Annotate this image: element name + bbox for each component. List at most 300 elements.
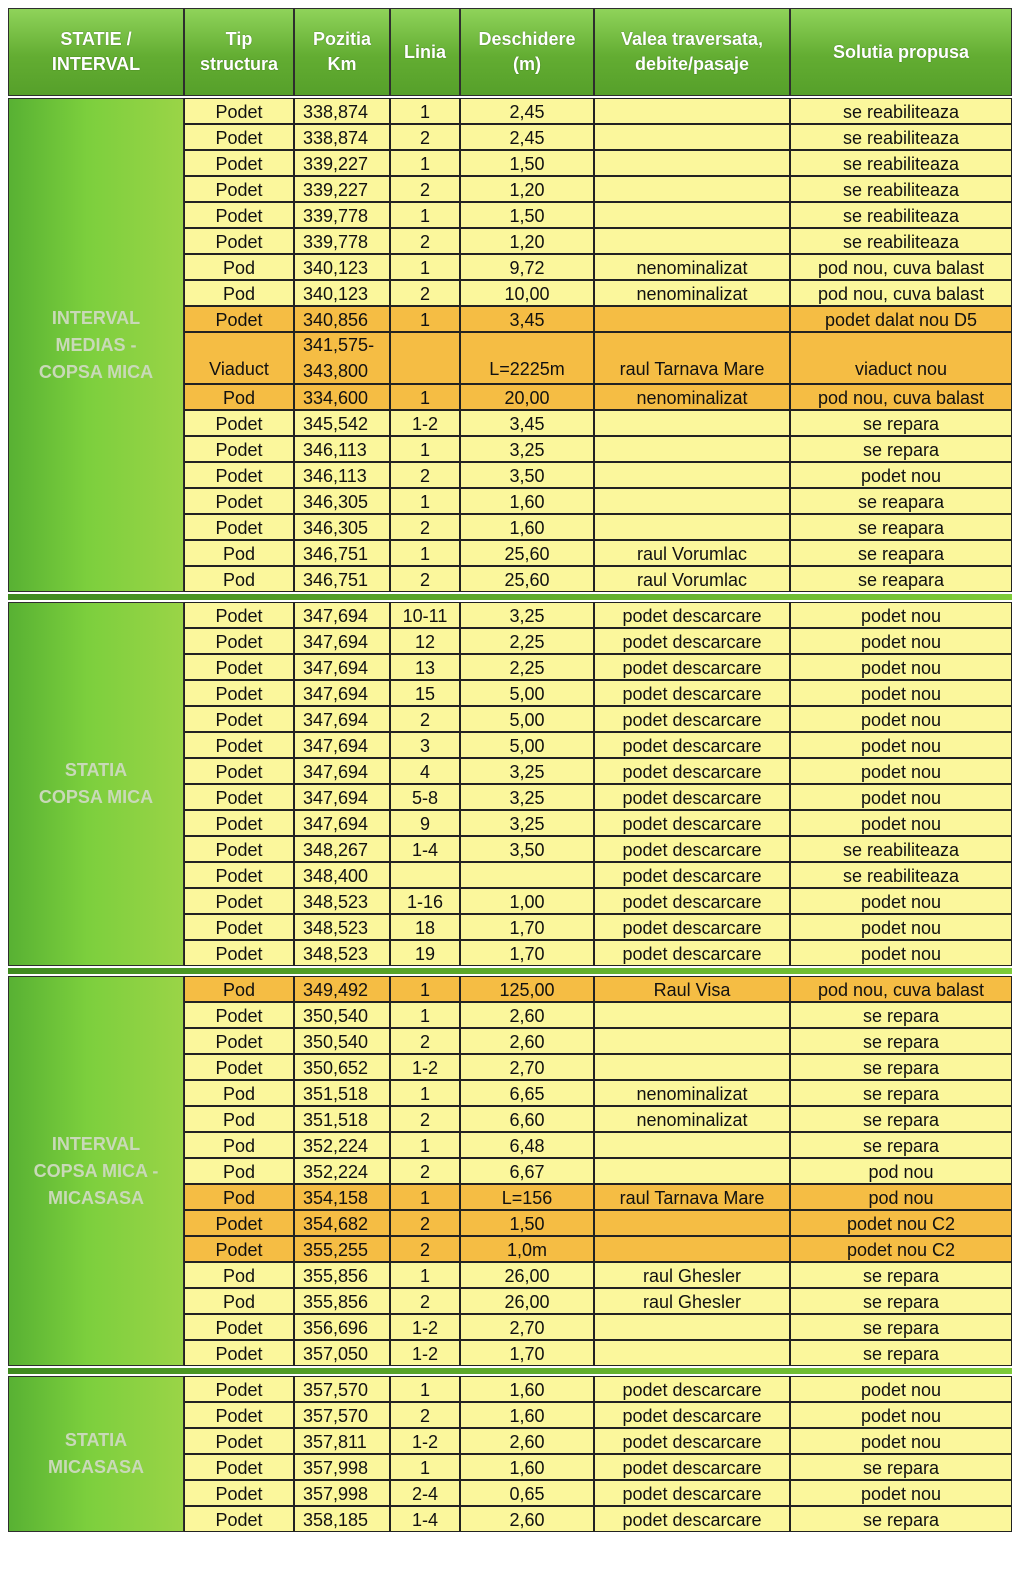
- cell-solutia-propusa: podet nou: [790, 1480, 1012, 1506]
- cell-linia: 1: [390, 306, 460, 332]
- cell-pozitia-km: 339,778: [294, 228, 390, 254]
- cell-linia: 1: [390, 254, 460, 280]
- cell-pozitia-km: 351,518: [294, 1106, 390, 1132]
- table-row: [184, 1314, 1012, 1340]
- cell-solutia-propusa: se repara: [790, 410, 1012, 436]
- cell-deschidere: 3,25: [460, 602, 594, 628]
- cell-solutia-propusa: se repara: [790, 1002, 1012, 1028]
- cell-valea-traversata: [594, 228, 790, 254]
- cell-tip-structura: Podet: [184, 176, 294, 202]
- table-row: [184, 976, 1012, 1002]
- cell-tip-structura: Podet: [184, 202, 294, 228]
- cell-pozitia-km: 348,523: [294, 914, 390, 940]
- cell-deschidere: 3,50: [460, 462, 594, 488]
- cell-tip-structura: Podet: [184, 306, 294, 332]
- table-row: [184, 1376, 1012, 1402]
- cell-pozitia-km: 347,694: [294, 732, 390, 758]
- cell-solutia-propusa: se reabiliteaza: [790, 202, 1012, 228]
- cell-valea-traversata: podet descarcare: [594, 862, 790, 888]
- cell-deschidere: 5,00: [460, 732, 594, 758]
- cell-linia: 1-2: [390, 1054, 460, 1080]
- cell-solutia-propusa: se repara: [790, 1080, 1012, 1106]
- cell-linia: 1-2: [390, 1428, 460, 1454]
- cell-solutia-propusa: podet nou: [790, 732, 1012, 758]
- cell-solutia-propusa: pod nou, cuva balast: [790, 254, 1012, 280]
- table-row: [184, 1480, 1012, 1506]
- cell-deschidere: 1,50: [460, 1210, 594, 1236]
- cell-deschidere: 1,60: [460, 1454, 594, 1480]
- cell-linia: 1: [390, 1376, 460, 1402]
- cell-tip-structura: Podet: [184, 914, 294, 940]
- cell-linia: 2: [390, 514, 460, 540]
- cell-solutia-propusa: pod nou, cuva balast: [790, 976, 1012, 1002]
- table-row: [184, 888, 1012, 914]
- cell-linia: 2: [390, 228, 460, 254]
- cell-linia: [390, 332, 460, 384]
- cell-tip-structura: Podet: [184, 810, 294, 836]
- table-row: [184, 706, 1012, 732]
- table-row: [184, 176, 1012, 202]
- cell-solutia-propusa: se reabiliteaza: [790, 124, 1012, 150]
- cell-solutia-propusa: se reapara: [790, 514, 1012, 540]
- cell-deschidere: 2,70: [460, 1314, 594, 1340]
- cell-linia: 18: [390, 914, 460, 940]
- cell-solutia-propusa: se repara: [790, 1106, 1012, 1132]
- cell-valea-traversata: Raul Visa: [594, 976, 790, 1002]
- cell-pozitia-km: 346,113: [294, 436, 390, 462]
- cell-pozitia-km: 340,123: [294, 280, 390, 306]
- cell-valea-traversata: raul Ghesler: [594, 1262, 790, 1288]
- cell-solutia-propusa: podet nou: [790, 1428, 1012, 1454]
- table-row: [184, 98, 1012, 124]
- cell-tip-structura: Pod: [184, 1262, 294, 1288]
- cell-tip-structura: Podet: [184, 1340, 294, 1366]
- table-row: [184, 784, 1012, 810]
- cell-pozitia-km: 356,696: [294, 1314, 390, 1340]
- cell-tip-structura: Podet: [184, 1236, 294, 1262]
- table-row: [184, 1184, 1012, 1210]
- cell-solutia-propusa: se repara: [790, 1506, 1012, 1532]
- cell-pozitia-km: 346,751: [294, 566, 390, 592]
- cell-linia: 2: [390, 280, 460, 306]
- cell-solutia-propusa: podet nou: [790, 462, 1012, 488]
- cell-tip-structura: Podet: [184, 706, 294, 732]
- cell-pozitia-km: 347,694: [294, 758, 390, 784]
- cell-pozitia-km: 347,694: [294, 602, 390, 628]
- cell-valea-traversata: raul Vorumlac: [594, 566, 790, 592]
- cell-solutia-propusa: podet nou: [790, 758, 1012, 784]
- table-row: [184, 410, 1012, 436]
- cell-solutia-propusa: se reabiliteaza: [790, 862, 1012, 888]
- table-row: [184, 1106, 1012, 1132]
- section-label: STATIA COPSA MICA: [8, 602, 184, 966]
- section-label: STATIA MICASASA: [8, 1376, 184, 1532]
- cell-deschidere: 5,00: [460, 706, 594, 732]
- cell-linia: 1: [390, 1132, 460, 1158]
- cell-pozitia-km: 348,523: [294, 940, 390, 966]
- table-row: [184, 124, 1012, 150]
- cell-deschidere: 2,60: [460, 1002, 594, 1028]
- table-row: [184, 914, 1012, 940]
- cell-linia: 1-4: [390, 836, 460, 862]
- cell-solutia-propusa: se reabiliteaza: [790, 176, 1012, 202]
- cell-solutia-propusa: se repara: [790, 1288, 1012, 1314]
- cell-tip-structura: Podet: [184, 1028, 294, 1054]
- cell-linia: 2: [390, 1158, 460, 1184]
- cell-deschidere: 1,50: [460, 150, 594, 176]
- cell-solutia-propusa: podet nou: [790, 810, 1012, 836]
- cell-solutia-propusa: pod nou: [790, 1184, 1012, 1210]
- cell-tip-structura: Pod: [184, 1158, 294, 1184]
- cell-deschidere: 2,45: [460, 124, 594, 150]
- cell-valea-traversata: [594, 98, 790, 124]
- cell-deschidere: 3,25: [460, 436, 594, 462]
- table-row: [184, 810, 1012, 836]
- table-row: [184, 202, 1012, 228]
- cell-deschidere: 3,50: [460, 836, 594, 862]
- cell-deschidere: 1,70: [460, 914, 594, 940]
- cell-valea-traversata: raul Tarnava Mare: [594, 332, 790, 384]
- cell-pozitia-km: 347,694: [294, 680, 390, 706]
- cell-valea-traversata: [594, 514, 790, 540]
- cell-valea-traversata: raul Ghesler: [594, 1288, 790, 1314]
- cell-valea-traversata: nenominalizat: [594, 1080, 790, 1106]
- cell-pozitia-km: 351,518: [294, 1080, 390, 1106]
- table-row: [184, 940, 1012, 966]
- cell-deschidere: 2,60: [460, 1028, 594, 1054]
- cell-solutia-propusa: se reabiliteaza: [790, 228, 1012, 254]
- cell-deschidere: 9,72: [460, 254, 594, 280]
- cell-deschidere: 3,25: [460, 810, 594, 836]
- cell-valea-traversata: podet descarcare: [594, 1480, 790, 1506]
- cell-valea-traversata: podet descarcare: [594, 758, 790, 784]
- cell-deschidere: 1,00: [460, 888, 594, 914]
- cell-linia: 1: [390, 1262, 460, 1288]
- cell-tip-structura: Pod: [184, 1080, 294, 1106]
- cell-linia: 12: [390, 628, 460, 654]
- cell-deschidere: 25,60: [460, 540, 594, 566]
- cell-tip-structura: Podet: [184, 758, 294, 784]
- cell-pozitia-km: 357,570: [294, 1402, 390, 1428]
- cell-tip-structura: Podet: [184, 732, 294, 758]
- cell-solutia-propusa: se repara: [790, 1314, 1012, 1340]
- cell-pozitia-km: 338,874: [294, 124, 390, 150]
- table-row: [184, 306, 1012, 332]
- header-valea-traversata: Valea traversata, debite/pasaje: [594, 8, 790, 96]
- table-row: [184, 514, 1012, 540]
- cell-solutia-propusa: podet nou: [790, 888, 1012, 914]
- cell-deschidere: 1,20: [460, 176, 594, 202]
- table-row: [184, 1132, 1012, 1158]
- cell-tip-structura: Podet: [184, 410, 294, 436]
- cell-deschidere: 3,25: [460, 758, 594, 784]
- cell-linia: 5-8: [390, 784, 460, 810]
- cell-deschidere: 2,25: [460, 654, 594, 680]
- cell-tip-structura: Podet: [184, 1506, 294, 1532]
- cell-solutia-propusa: podet nou: [790, 1376, 1012, 1402]
- cell-valea-traversata: raul Tarnava Mare: [594, 1184, 790, 1210]
- cell-pozitia-km: 355,856: [294, 1288, 390, 1314]
- section-3: [8, 976, 1012, 1366]
- section-label: INTERVAL MEDIAS - COPSA MICA: [8, 98, 184, 592]
- cell-solutia-propusa: podet dalat nou D5: [790, 306, 1012, 332]
- cell-pozitia-km: 340,123: [294, 254, 390, 280]
- cell-linia: 4: [390, 758, 460, 784]
- table-row: [184, 280, 1012, 306]
- cell-tip-structura: Pod: [184, 280, 294, 306]
- table-row: [184, 1080, 1012, 1106]
- cell-solutia-propusa: se repara: [790, 1340, 1012, 1366]
- table-row: [184, 1340, 1012, 1366]
- cell-valea-traversata: [594, 202, 790, 228]
- header-solutia-propusa: Solutia propusa: [790, 8, 1012, 96]
- header-tip-structura: Tip structura: [184, 8, 294, 96]
- cell-tip-structura: Podet: [184, 1480, 294, 1506]
- cell-solutia-propusa: se reapara: [790, 566, 1012, 592]
- cell-valea-traversata: podet descarcare: [594, 602, 790, 628]
- cell-pozitia-km: 346,305: [294, 488, 390, 514]
- table-row: [184, 1262, 1012, 1288]
- table-row: [184, 680, 1012, 706]
- cell-solutia-propusa: podet nou: [790, 602, 1012, 628]
- section-divider: [8, 1368, 1012, 1374]
- cell-valea-traversata: podet descarcare: [594, 680, 790, 706]
- table-row: [184, 654, 1012, 680]
- cell-pozitia-km: 354,682: [294, 1210, 390, 1236]
- cell-linia: 1: [390, 150, 460, 176]
- cell-pozitia-km: 347,694: [294, 654, 390, 680]
- cell-solutia-propusa: se reapara: [790, 488, 1012, 514]
- cell-deschidere: 125,00: [460, 976, 594, 1002]
- table-row: [184, 254, 1012, 280]
- cell-solutia-propusa: podet nou: [790, 940, 1012, 966]
- cell-valea-traversata: nenominalizat: [594, 384, 790, 410]
- cell-tip-structura: Podet: [184, 602, 294, 628]
- cell-deschidere: 1,70: [460, 1340, 594, 1366]
- cell-linia: 2: [390, 176, 460, 202]
- cell-pozitia-km: 352,224: [294, 1158, 390, 1184]
- cell-deschidere: 25,60: [460, 566, 594, 592]
- cell-deschidere: 26,00: [460, 1262, 594, 1288]
- cell-deschidere: 1,20: [460, 228, 594, 254]
- cell-valea-traversata: [594, 1054, 790, 1080]
- cell-deschidere: 1,50: [460, 202, 594, 228]
- cell-pozitia-km: 339,227: [294, 150, 390, 176]
- cell-linia: 1: [390, 976, 460, 1002]
- cell-deschidere: 2,45: [460, 98, 594, 124]
- cell-valea-traversata: podet descarcare: [594, 1428, 790, 1454]
- section-2: [8, 602, 1012, 966]
- cell-valea-traversata: podet descarcare: [594, 628, 790, 654]
- cell-linia: 1-16: [390, 888, 460, 914]
- table-row: [184, 1002, 1012, 1028]
- cell-tip-structura: Podet: [184, 1428, 294, 1454]
- cell-deschidere: 2,70: [460, 1054, 594, 1080]
- cell-pozitia-km: 357,050: [294, 1340, 390, 1366]
- cell-tip-structura: Podet: [184, 514, 294, 540]
- cell-tip-structura: Podet: [184, 1314, 294, 1340]
- cell-tip-structura: Podet: [184, 488, 294, 514]
- cell-pozitia-km: 334,600: [294, 384, 390, 410]
- table-row: [184, 1028, 1012, 1054]
- cell-solutia-propusa: se repara: [790, 1262, 1012, 1288]
- cell-deschidere: 2,60: [460, 1428, 594, 1454]
- cell-valea-traversata: [594, 1002, 790, 1028]
- table-row: [184, 1288, 1012, 1314]
- cell-solutia-propusa: podet nou: [790, 628, 1012, 654]
- cell-deschidere: 26,00: [460, 1288, 594, 1314]
- cell-solutia-propusa: podet nou C2: [790, 1236, 1012, 1262]
- cell-tip-structura: Pod: [184, 1184, 294, 1210]
- cell-valea-traversata: [594, 176, 790, 202]
- cell-linia: 9: [390, 810, 460, 836]
- table-row: [184, 1236, 1012, 1262]
- cell-tip-structura: Podet: [184, 680, 294, 706]
- cell-valea-traversata: nenominalizat: [594, 280, 790, 306]
- cell-pozitia-km: 347,694: [294, 628, 390, 654]
- cell-tip-structura: Podet: [184, 1402, 294, 1428]
- cell-tip-structura: Pod: [184, 1132, 294, 1158]
- cell-linia: 15: [390, 680, 460, 706]
- cell-solutia-propusa: se reapara: [790, 540, 1012, 566]
- cell-valea-traversata: [594, 462, 790, 488]
- cell-linia: 2: [390, 1236, 460, 1262]
- table-row: [184, 758, 1012, 784]
- cell-linia: 1: [390, 488, 460, 514]
- cell-pozitia-km: 347,694: [294, 784, 390, 810]
- cell-solutia-propusa: pod nou: [790, 1158, 1012, 1184]
- cell-pozitia-km: 346,305: [294, 514, 390, 540]
- cell-linia: 2: [390, 462, 460, 488]
- cell-deschidere: 0,65: [460, 1480, 594, 1506]
- cell-deschidere: 1,60: [460, 1376, 594, 1402]
- cell-solutia-propusa: se reabiliteaza: [790, 836, 1012, 862]
- cell-pozitia-km: 348,400: [294, 862, 390, 888]
- cell-valea-traversata: [594, 124, 790, 150]
- table-row: [184, 462, 1012, 488]
- cell-linia: 1: [390, 98, 460, 124]
- cell-deschidere: 3,25: [460, 784, 594, 810]
- cell-deschidere: 1,70: [460, 940, 594, 966]
- cell-solutia-propusa: pod nou, cuva balast: [790, 384, 1012, 410]
- cell-tip-structura: Pod: [184, 254, 294, 280]
- cell-valea-traversata: podet descarcare: [594, 836, 790, 862]
- cell-pozitia-km: 347,694: [294, 706, 390, 732]
- table-row: [184, 836, 1012, 862]
- cell-solutia-propusa: podet nou C2: [790, 1210, 1012, 1236]
- cell-tip-structura: Podet: [184, 98, 294, 124]
- cell-linia: 10-11: [390, 602, 460, 628]
- table-row: [184, 602, 1012, 628]
- cell-pozitia-km: 357,998: [294, 1454, 390, 1480]
- cell-valea-traversata: [594, 1314, 790, 1340]
- cell-deschidere: 6,65: [460, 1080, 594, 1106]
- cell-tip-structura: Podet: [184, 124, 294, 150]
- cell-valea-traversata: podet descarcare: [594, 1376, 790, 1402]
- table-row: [184, 1210, 1012, 1236]
- cell-valea-traversata: [594, 1132, 790, 1158]
- cell-deschidere: 6,48: [460, 1132, 594, 1158]
- cell-linia: 1: [390, 202, 460, 228]
- cell-deschidere: 1,0m: [460, 1236, 594, 1262]
- cell-linia: 2-4: [390, 1480, 460, 1506]
- cell-tip-structura: Podet: [184, 628, 294, 654]
- cell-linia: 1: [390, 1002, 460, 1028]
- cell-valea-traversata: podet descarcare: [594, 1506, 790, 1532]
- table-row: [184, 628, 1012, 654]
- cell-solutia-propusa: se repara: [790, 1454, 1012, 1480]
- cell-deschidere: 2,25: [460, 628, 594, 654]
- cell-solutia-propusa: se reabiliteaza: [790, 150, 1012, 176]
- cell-pozitia-km: 352,224: [294, 1132, 390, 1158]
- cell-tip-structura: Podet: [184, 862, 294, 888]
- cell-pozitia-km: 346,113: [294, 462, 390, 488]
- table-row: [184, 1506, 1012, 1532]
- cell-linia: 1-2: [390, 410, 460, 436]
- cell-valea-traversata: [594, 306, 790, 332]
- cell-solutia-propusa: podet nou: [790, 1402, 1012, 1428]
- table-row: [184, 732, 1012, 758]
- cell-linia: 2: [390, 1402, 460, 1428]
- cell-deschidere: 10,00: [460, 280, 594, 306]
- cell-valea-traversata: podet descarcare: [594, 706, 790, 732]
- cell-pozitia-km: 350,652: [294, 1054, 390, 1080]
- cell-valea-traversata: podet descarcare: [594, 810, 790, 836]
- header-deschidere: Deschidere (m): [460, 8, 594, 96]
- table-row: [184, 1454, 1012, 1480]
- cell-deschidere: 3,45: [460, 306, 594, 332]
- cell-pozitia-km: 357,998: [294, 1480, 390, 1506]
- cell-pozitia-km: 345,542: [294, 410, 390, 436]
- cell-linia: 2: [390, 124, 460, 150]
- cell-solutia-propusa: podet nou: [790, 784, 1012, 810]
- table-row: [184, 436, 1012, 462]
- table-row: [184, 150, 1012, 176]
- cell-linia: 2: [390, 1210, 460, 1236]
- cell-deschidere: 20,00: [460, 384, 594, 410]
- cell-valea-traversata: podet descarcare: [594, 784, 790, 810]
- cell-tip-structura: Podet: [184, 1376, 294, 1402]
- cell-linia: 1: [390, 540, 460, 566]
- cell-pozitia-km: 339,227: [294, 176, 390, 202]
- cell-valea-traversata: [594, 488, 790, 514]
- cell-tip-structura: Podet: [184, 836, 294, 862]
- cell-pozitia-km: 354,158: [294, 1184, 390, 1210]
- cell-pozitia-km: 338,874: [294, 98, 390, 124]
- table-row: [184, 540, 1012, 566]
- table-row: [184, 1054, 1012, 1080]
- table-row: [184, 332, 1012, 384]
- cell-valea-traversata: podet descarcare: [594, 654, 790, 680]
- cell-valea-traversata: podet descarcare: [594, 940, 790, 966]
- section-label: INTERVAL COPSA MICA - MICASASA: [8, 976, 184, 1366]
- cell-linia: 1: [390, 1080, 460, 1106]
- cell-tip-structura: Podet: [184, 784, 294, 810]
- cell-pozitia-km: 340,856: [294, 306, 390, 332]
- cell-valea-traversata: [594, 436, 790, 462]
- cell-tip-structura: Podet: [184, 1002, 294, 1028]
- cell-valea-traversata: podet descarcare: [594, 914, 790, 940]
- cell-linia: 2: [390, 1288, 460, 1314]
- cell-pozitia-km: 357,811: [294, 1428, 390, 1454]
- cell-deschidere: 5,00: [460, 680, 594, 706]
- table-row: [184, 566, 1012, 592]
- cell-deschidere: L=156: [460, 1184, 594, 1210]
- table-row: [184, 228, 1012, 254]
- cell-solutia-propusa: podet nou: [790, 914, 1012, 940]
- cell-deschidere: 6,60: [460, 1106, 594, 1132]
- cell-deschidere: L=2225m: [460, 332, 594, 384]
